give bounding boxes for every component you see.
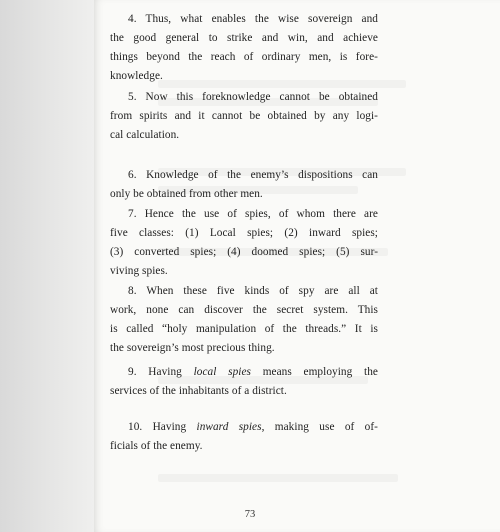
italic-term: local spies xyxy=(193,366,251,378)
text-line: the sovereign’s most precious thing. xyxy=(110,342,275,354)
text-segment: 10. Having xyxy=(128,421,197,433)
text-segment: means employing the xyxy=(250,366,378,378)
paragraph xyxy=(110,363,378,401)
italic-term: inward spies xyxy=(196,421,262,433)
paragraph xyxy=(110,166,378,204)
bleed-through-text xyxy=(158,474,398,482)
text-line: only be obtained from other men. xyxy=(110,188,263,200)
text-line: things beyond the reach of ordinary men, is fore- xyxy=(110,51,378,63)
paragraph xyxy=(110,10,378,86)
text-line: the good general to strike and win, and achieve xyxy=(110,32,378,44)
text-line: from spirits and it cannot be obtained by any logi- xyxy=(110,110,378,122)
text-line: knowledge. xyxy=(110,70,163,82)
text-line: (3) converted spies; (4) doomed spies; (5) sur- xyxy=(110,246,378,258)
text-line: 6. Knowledge of the enemy’s dispositions can xyxy=(128,169,378,181)
text-line: viving spies. xyxy=(110,265,168,277)
text-line: work, none can discover the secret system. This xyxy=(110,304,378,316)
text-line: 4. Thus, what enables the wise sovereign and xyxy=(128,13,378,25)
text-line: 8. When these five kinds of spy are all at xyxy=(128,285,378,297)
text-line: five classes: (1) Local spies; (2) inward spies; xyxy=(110,227,378,239)
text-segment: 9. Having xyxy=(128,366,194,378)
text-line xyxy=(110,363,378,382)
text-line: 5. Now this foreknowledge cannot be obtained xyxy=(128,91,378,103)
text-line: ficials of the enemy. xyxy=(110,440,203,452)
paragraph xyxy=(110,282,378,358)
page-number: 73 xyxy=(244,509,256,520)
text-line xyxy=(110,418,378,437)
paragraph xyxy=(110,418,378,456)
text-line: is called “holy manipulation of the threads.” It is xyxy=(110,323,378,335)
text-line: services of the inhabitants of a district. xyxy=(110,385,287,397)
text-segment: , making use of of- xyxy=(261,421,378,433)
text-line: 7. Hence the use of spies, of whom there are xyxy=(128,208,378,220)
text-line: cal calculation. xyxy=(110,129,180,141)
book-gutter xyxy=(0,0,94,532)
paragraph xyxy=(110,88,378,145)
paragraph xyxy=(110,205,378,281)
